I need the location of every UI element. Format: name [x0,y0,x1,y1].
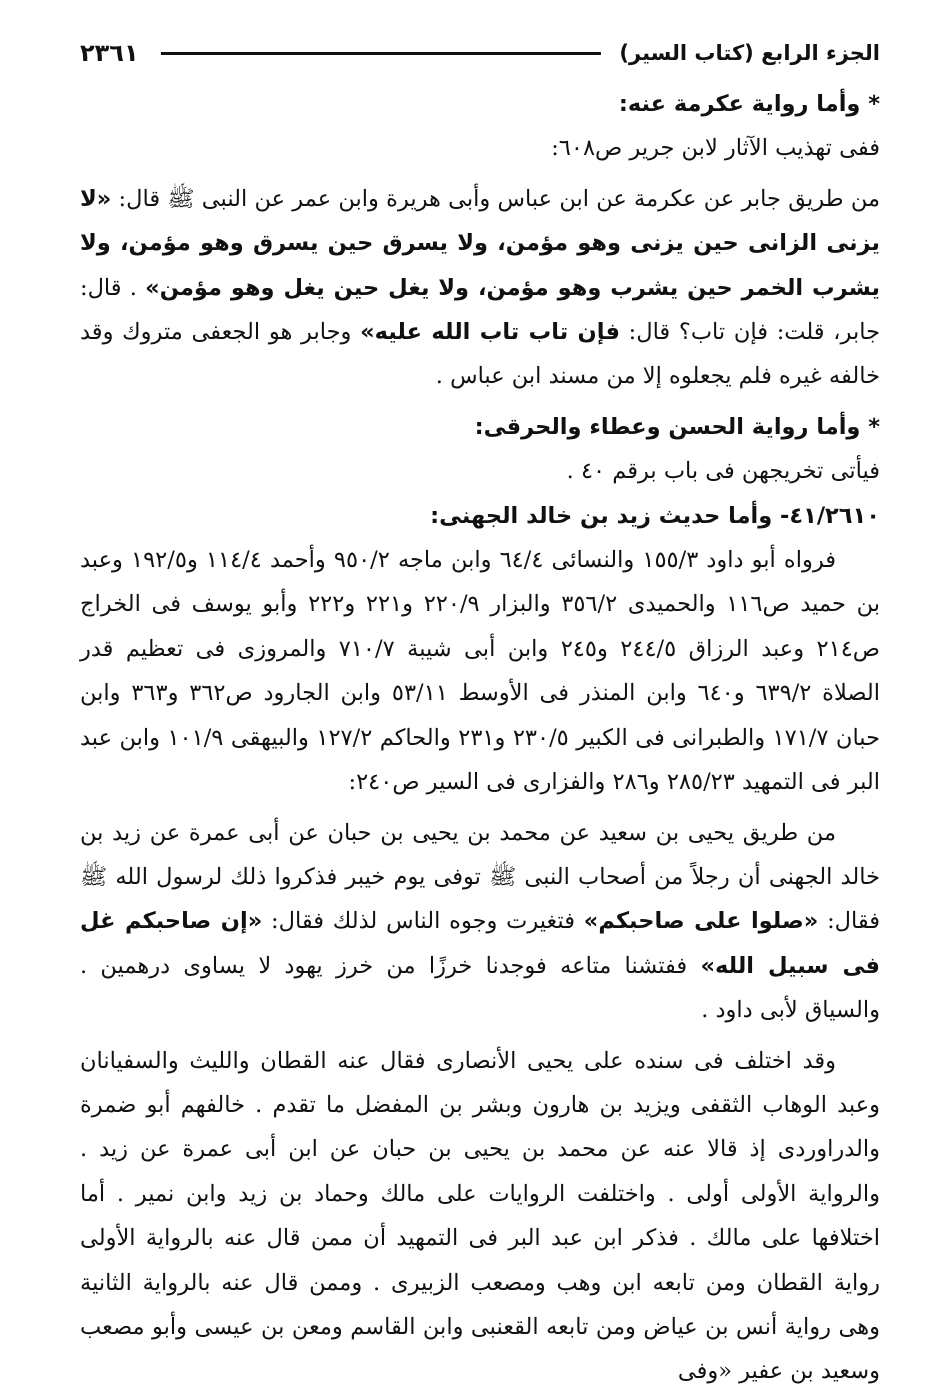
text-span: . قال: جابر، قلت: فإن تاب؟ قال: [80,274,880,346]
page-number: ٢٣٦١ [80,39,139,67]
section-heading-hasan: * وأما رواية الحسن وعطاء والحرقى: [474,413,880,440]
source-line-ikrima: ففى تهذيب الآثار لابن جرير ص٦٠٨: [551,135,880,162]
hadith-quote: «إن صاحبكم غل فى سبيل الله» [80,908,880,979]
paragraph-ikrima [80,177,880,399]
text-span: ففتشنا متاعه فوجدنا خرزًا من خرز يهود لا يساوى درهمين . والسياق لأبى داود . [80,952,880,1024]
text-span: وجابر هو الجعفى متروك وقد خالفه غيره فلم يجعلوه إلا من مسند ابن عباس . [80,319,880,390]
paragraph-zaid-hadith [80,811,880,1033]
section-heading-zaid: ٤١/٢٦١٠- وأما حديث زيد بن خالد الجهنى: [430,502,880,529]
text-span: فتغيرت وجوه الناس لذلك فقال: [262,908,584,935]
text-span: من طريق يحيى بن سعيد عن محمد بن يحيى بن حبان عن أبى عمرة عن زيد بن خالد الجهنى أن رجلاً من أصحاب النبى ﷺ توفى يوم خيبر فذكروا ذلك لرسول الله ﷺ فقال: [80,819,880,935]
paragraph-hasan: فيأتى تخريجهن فى باب برقم ٤٠ . [566,458,880,485]
page-header [80,36,880,70]
page-body [80,82,880,1394]
running-title: الجزء الرابع (كتاب السير) [619,41,880,65]
hadith-quote: فإن تاب تاب الله عليه» [360,319,620,346]
document-page [80,36,880,1394]
section-heading-ikrima: * وأما رواية عكرمة عنه: [618,91,880,117]
paragraph-zaid-sources: فرواه أبو داود ١٥٥/٣ والنسائى ٦٤/٤ وابن ماجه ٩٥٠/٢ وأحمد ١١٤/٤ و١٩٢/٥ وعبد بن حميد ص١١٦ والحميدى ٣٥٦/٢ والبزار ٢٢٠/٩ و٢٢١ و٢٢٢ وأبو يوسف فى الخراج ص٢١٤ وعبد الرزاق ٢٤٤/٥ و٢٤٥ وابن أبى شيبة ٧١٠/٧ والمروزى فى تعظيم قدر الصلاة ٦٣٩/٢ و٦٤٠ وابن المنذر فى الأوسط ٥٣/١١ وابن الجارود ص٣٦٢ و٣٦٣ وابن حبان ١٧١/٧ والطبرانى فى الكبير ٢٣٠/٥ و٢٣١ والحاكم ١٢٧/٢ والبيهقى ١٠١/٩ وابن عبد البر فى التمهيد ٢٨٥/٢٣ و٢٨٦ والفزارى فى السير ص٢٤٠: [80,547,881,796]
text-span: من طريق جابر عن عكرمة عن ابن عباس وأبى هريرة وابن عمر عن النبى ﷺ قال: [111,185,880,212]
header-rule [161,52,602,55]
paragraph-ikhtilaf: وقد اختلف فى سنده على يحيى الأنصارى فقال عنه القطان والليث والسفيانان وعبد الوهاب الثقفى ويزيد بن هارون وبشر بن المفضل ما تقدم . خالفهم أبو ضمرة والدراوردى إذ قالا عنه عن محمد بن يحيى بن حبان عن ابن أبى عمرة عن زيد . والرواية الأولى أولى . واختلفت الروايات على مالك وحماد بن زيد وابن نمير . أما اختلافها على مالك . فذكر ابن عبد البر فى التمهيد أن ممن قال عنه بالرواية الأولى رواية القطان ومن تابعه ابن وهب ومصعب الزبيرى . وممن قال عنه بالرواية الثانية وهى رواية أنس بن عياض ومن تابعه القعنبى وابن القاسم ومعن بن عيسى وأبو مصعب وسعيد بن عفير «وفى [80,1047,880,1385]
hadith-quote: «لا يزنى الزانى حين يزنى وهو مؤمن، ولا يسرق حين يسرق وهو مؤمن، ولا يشرب الخمر حين يشرب وهو مؤمن، ولا يغل حين يغل وهو مؤمن» [80,185,880,301]
hadith-quote: «صلوا على صاحبكم» [583,908,819,935]
